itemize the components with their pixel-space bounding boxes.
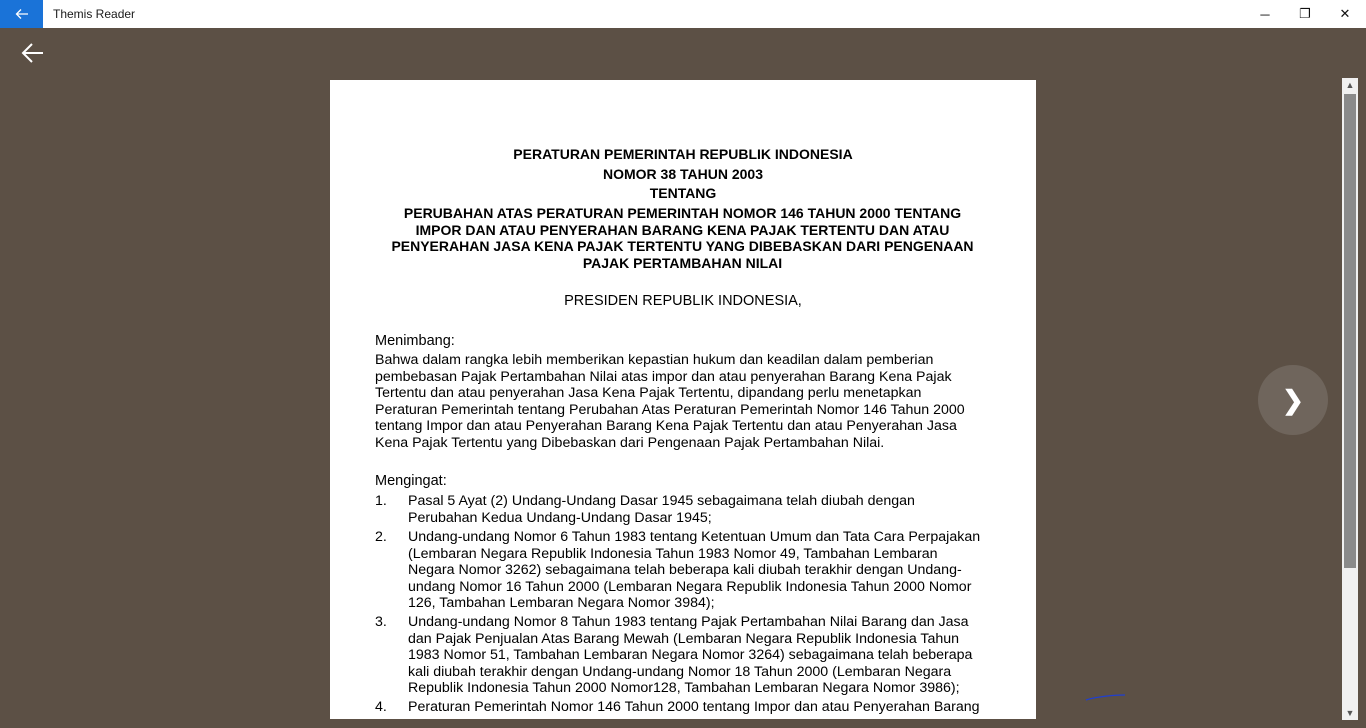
list-item: [408, 493, 998, 526]
document-page: [330, 80, 1036, 719]
scroll-up-button[interactable]: [1342, 78, 1358, 92]
list-item-line: 1983 Nomor 51, Tambahan Lembaran Negara Nomor 3264) sebagaimana telah beberapa: [408, 647, 973, 663]
page-back-button[interactable]: [18, 38, 48, 68]
window-title: Themis Reader: [53, 7, 136, 21]
chevron-right-icon: ❯: [1282, 384, 1304, 415]
paragraph-line: Tertentu dan atau penyerahan Jasa Kena Pajak Tertentu, dipandang perlu menetapkan: [375, 385, 922, 401]
titlebar-back-button[interactable]: [0, 0, 43, 28]
list-item: [408, 614, 998, 697]
list-item-line: (Lembaran Negara Republik Indonesia Tahun 1983 Nomor 49, Tambahan Lembaran: [408, 545, 938, 562]
doc-heading-line: IMPOR DAN ATAU PENYERAHAN BARANG KENA PAJAK TERTENTU DAN ATAU: [415, 221, 950, 238]
chevron-up-icon: ▲: [1345, 80, 1355, 90]
list-item: [408, 529, 998, 612]
title-bar: [0, 0, 1366, 28]
paragraph-line: Bahwa dalam rangka lebih memberikan kepastian hukum dan keadilan dalam pemberian: [375, 352, 934, 368]
paragraph-line: Kena Pajak Tertentu yang Dibebaskan dari Pengenaan Pajak Pertambahan Nilai.: [375, 434, 885, 451]
list-item-line: Pasal 5 Ayat (2) Undang-Undang Dasar 1945 sebagaimana telah diubah dengan: [408, 493, 915, 509]
vertical-scrollbar[interactable]: [1342, 78, 1358, 720]
close-icon: ✕: [1339, 6, 1351, 21]
list-item-line: kali diubah terakhir dengan Undang-undang Nomor 18 Tahun 2000 (Lembaran Negara: [408, 663, 952, 680]
paragraph-line: pembebasan Pajak Pertambahan Nilai atas impor dan atau penyerahan Barang Kena Pajak: [375, 368, 952, 385]
paragraph-line: Peraturan Pemerintah tentang Perubahan Atas Peraturan Pemerintah Nomor 146 Tahun 2000: [375, 401, 965, 418]
doc-heading-long: [380, 205, 985, 271]
doc-heading-line: PAJAK PERTAMBAHAN NILAI: [582, 254, 783, 271]
doc-heading-3: TENTANG: [649, 185, 717, 201]
list-item: [408, 699, 998, 716]
doc-heading-line: PENYERAHAN JASA KENA PAJAK TERTENTU YANG DIBEBASKAN DARI PENGENAAN: [391, 238, 974, 254]
list-item-line: 126, Tambahan Lembaran Negara Nomor 3984);: [408, 595, 715, 611]
scroll-down-button[interactable]: [1342, 706, 1358, 720]
doc-president: PRESIDEN REPUBLIK INDONESIA,: [564, 293, 802, 309]
scrollbar-thumb[interactable]: [1344, 94, 1356, 568]
maximize-icon: ❐: [1299, 6, 1311, 21]
list-item-line: Peraturan Pemerintah Nomor 146 Tahun 2000 tentang Impor dan atau Penyerahan Barang: [408, 699, 980, 715]
list-item-number: 2.: [375, 529, 387, 545]
ink-stroke: [1082, 690, 1132, 704]
list-item-line: Republik Indonesia Tahun 2000 Nomor128, Tambahan Lembaran Negara Nomor 3986);: [408, 680, 960, 696]
menimbang-label: Menimbang:: [375, 333, 455, 349]
doc-heading-2: NOMOR 38 TAHUN 2003: [602, 166, 763, 182]
list-item-number: 4.: [375, 699, 387, 715]
list-item-line: undang Nomor 16 Tahun 2000 (Lembaran Negara Republik Indonesia Tahun 2000 Nomor: [408, 578, 972, 595]
list-item-number: 1.: [375, 493, 387, 509]
list-item-line: Negara Nomor 3262) sebagaimana telah beberapa kali diubah terakhir dengan Undang-: [408, 562, 962, 578]
list-item-line: Undang-undang Nomor 6 Tahun 1983 tentang Ketentuan Umum dan Tata Cara Perpajakan: [408, 529, 981, 545]
doc-heading-1: PERATURAN PEMERINTAH REPUBLIK INDONESIA: [513, 146, 853, 162]
list-item-line: Perubahan Kedua Undang-Undang Dasar 1945;: [408, 509, 712, 526]
mengingat-label: Mengingat:: [375, 473, 447, 489]
list-item-number: 3.: [375, 614, 387, 630]
close-button[interactable]: [1322, 0, 1366, 28]
next-page-button[interactable]: [1258, 365, 1328, 435]
list-item-line: Undang-undang Nomor 8 Tahun 1983 tentang Pajak Pertambahan Nilai Barang dan Jasa: [408, 614, 969, 630]
doc-heading-line: PERUBAHAN ATAS PERATURAN PEMERINTAH NOMOR 146 TAHUN 2000 TENTANG: [403, 205, 962, 221]
paragraph-line: tentang Impor dan atau Penyerahan Barang Kena Pajak Tertentu dan atau Penyerahan Jasa: [375, 418, 957, 434]
minimize-icon: ─: [1260, 6, 1270, 22]
list-item-line: dan Pajak Penjualan Atas Barang Mewah (Lembaran Negara Republik Indonesia Tahun: [408, 630, 960, 647]
chevron-down-icon: ▼: [1345, 708, 1355, 718]
arrow-left-icon: [15, 8, 29, 20]
arrow-left-icon: [18, 38, 48, 68]
menimbang-paragraph: [375, 352, 995, 451]
